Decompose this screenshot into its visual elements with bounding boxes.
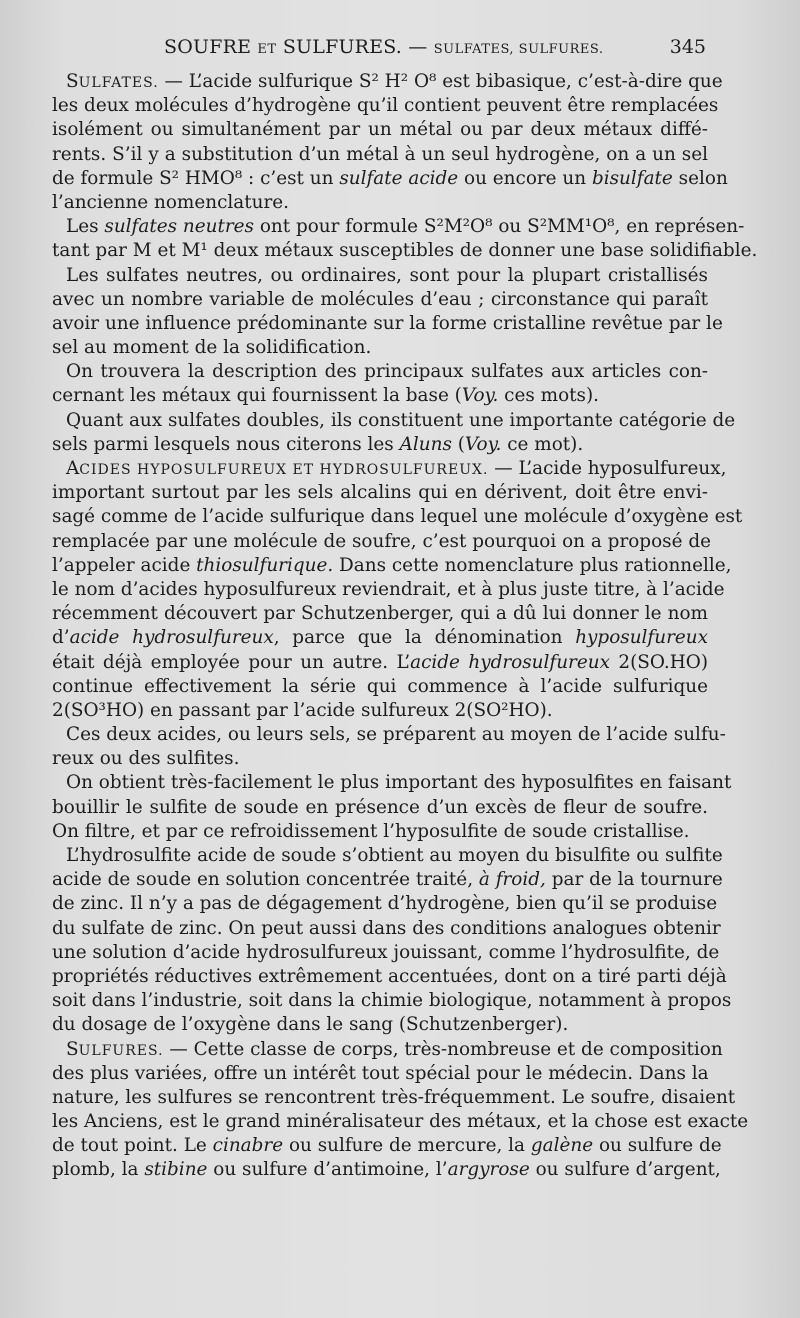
text-line xyxy=(52,796,708,820)
text-run: récemment découvert par Schutzenberger, qui a dû lui donner le nom xyxy=(52,603,708,625)
italic-text: cinabre xyxy=(212,1135,284,1157)
italic-text: galène xyxy=(530,1135,594,1157)
text-run: des plus variées, offre un intérêt tout spécial pour le médecin. Dans la xyxy=(52,1062,709,1084)
text-run: propriétés réductives extrêmement accentuées, dont on a tiré parti déjà xyxy=(52,965,727,987)
text-run: remplacée par une molécule de soufre, c’est pourquoi on a proposé de xyxy=(52,530,711,552)
text-run: par de la tournure xyxy=(545,869,723,891)
italic-text: argyrose xyxy=(447,1159,530,1181)
text-line xyxy=(52,505,743,529)
text-run: ont pour formule S²M²O⁸ ou S²MM¹O⁸, en représen- xyxy=(253,216,745,238)
text-run: bouillir le sulfite de soude en présence d’un excès de fleur de soufre. xyxy=(52,796,708,818)
text-run: selon xyxy=(672,167,728,189)
title-rest: SULFURES. — xyxy=(282,36,428,58)
text-run: une solution d’acide hydrosulfureux jouissant, comme l’hydrosulfite, de xyxy=(52,941,720,963)
text-run: l’appeler acide xyxy=(52,554,197,576)
text-run: 2(SO³HO) en passant par l’acide sulfureux 2(SO²HO). xyxy=(52,699,553,721)
text-run: les Anciens, est le grand minéralisateur des métaux, et la chose est exacte xyxy=(52,1111,749,1133)
title-sub: SULFATES, SULFURES. xyxy=(433,42,604,57)
text-line xyxy=(52,481,708,505)
text-run: On trouvera la description des principaux sulfates aux articles con- xyxy=(66,361,708,383)
italic-text: Aluns xyxy=(399,433,452,455)
text-run: Quant aux sulfates doubles, ils constituent une importante catégorie de xyxy=(66,409,736,431)
italic-text: sulfate acide xyxy=(339,167,459,189)
text-line xyxy=(52,312,723,336)
text-run: ou sulfure de xyxy=(593,1135,722,1157)
text-line xyxy=(52,917,721,941)
text-run: — Cette classe de corps, très-nombreuse et de composition xyxy=(163,1038,723,1060)
text-line xyxy=(52,820,708,844)
text-line xyxy=(52,1134,722,1158)
italic-text: stibine xyxy=(144,1159,208,1181)
text-run: l’ancienne nomenclature. xyxy=(52,191,290,213)
small-caps-heading: ULFURES. xyxy=(78,1042,164,1059)
text-run: était déjà employée pour un autre. L’ xyxy=(52,651,411,673)
running-header xyxy=(52,36,706,70)
text-line xyxy=(52,1062,708,1086)
text-run: du dosage de l’oxygène dans le sang (Schutzenberger). xyxy=(52,1014,569,1036)
text-run: soit dans l’industrie, soit dans la chimie biologique, notamment à propos xyxy=(52,990,732,1012)
text-run: important surtout par les sels alcalins qui en dérivent, doit être envi- xyxy=(52,482,708,504)
heading-initial: S xyxy=(66,1038,79,1060)
text-run: le nom d’acides hyposulfureux reviendrait, et à plus juste titre, à l’acide xyxy=(52,578,725,600)
text-run: — L’acide sulfurique S² H² O⁸ est bibasique, c’est-à-dire que xyxy=(158,71,723,92)
text-run: On filtre, et par ce refroidissement l’hyposulfite de soude cristallise. xyxy=(52,820,690,842)
text-run: ou sulfure de mercure, la xyxy=(283,1135,531,1157)
text-line xyxy=(52,699,708,723)
text-run: cernant les métaux qui fournissent la base ( xyxy=(52,385,462,407)
text-line xyxy=(52,868,723,892)
text-line xyxy=(52,965,727,989)
text-run: L’hydrosulfite acide de soude s’obtient au moyen du bisulfite ou sulfite xyxy=(66,845,723,866)
running-title xyxy=(164,36,604,58)
text-line xyxy=(52,771,732,795)
italic-text: hyposulfureux xyxy=(575,627,708,649)
text-run: ou sulfure d’argent, xyxy=(529,1159,721,1181)
text-line xyxy=(52,70,723,94)
text-run: de formule S² HMO⁸ : c’est un xyxy=(52,167,340,189)
italic-text: sulfates neutres xyxy=(104,216,254,238)
italic-text: Voy. xyxy=(464,433,502,455)
small-caps-heading: CIDES HYPOSULFUREUX ET HYDROSULFUREUX. xyxy=(79,462,489,478)
text-line xyxy=(52,578,725,602)
text-line xyxy=(52,1158,721,1182)
text-run: sel au moment de la solidification. xyxy=(52,337,372,359)
text-line xyxy=(52,94,719,118)
text-run: sagé comme de l’acide sulfurique dans lequel une molécule d’oxygène est xyxy=(52,506,743,528)
text-line xyxy=(52,457,727,481)
text-line xyxy=(52,433,708,457)
text-run: ces mots). xyxy=(498,385,600,407)
text-run: acide de soude en solution concentrée traité, xyxy=(52,869,479,891)
text-run: Ces deux acides, ou leurs sels, se préparent au moyen de l’acide sulfu- xyxy=(66,724,726,746)
text-line xyxy=(52,191,708,215)
small-caps-heading: ULFATES. xyxy=(78,75,159,91)
text-run: ( xyxy=(451,433,465,455)
italic-text: à froid, xyxy=(478,869,546,891)
text-run: continue effectivement la série qui commence à l’acide sulfurique xyxy=(52,675,708,697)
title-main: SOUFRE xyxy=(164,36,252,58)
text-line xyxy=(52,118,708,142)
text-line xyxy=(52,530,711,554)
text-run: , parce que la dénomination xyxy=(273,627,576,649)
text-run: de tout point. Le xyxy=(52,1135,213,1157)
text-line xyxy=(52,602,708,626)
page-number: 345 xyxy=(669,36,706,58)
text-line xyxy=(52,143,708,167)
text-line xyxy=(52,892,718,916)
text-line xyxy=(52,215,745,239)
text-run: — L’acide hyposulfureux, xyxy=(488,458,727,479)
text-run: ou sulfure d’antimoine, l’ xyxy=(207,1159,448,1181)
text-line xyxy=(52,675,708,699)
text-run: les deux molécules d’hydrogène qu’il contient peuvent être remplacées xyxy=(52,95,719,117)
text-run: avec un nombre variable de molécules d’eau ; circonstance qui paraît xyxy=(52,288,708,310)
text-line xyxy=(52,288,708,312)
text-line xyxy=(52,167,728,191)
text-line xyxy=(52,336,708,360)
text-line xyxy=(52,723,726,747)
italic-text: bisulfate xyxy=(591,167,673,189)
text-line xyxy=(52,651,708,675)
text-run: sels parmi lesquels nous citerons les xyxy=(52,433,400,455)
heading-initial: A xyxy=(66,458,80,479)
text-run: isolément ou simultanément par un métal ou par deux métaux diffé- xyxy=(52,119,708,141)
italic-text: Voy. xyxy=(461,385,499,407)
text-run: du sulfate de zinc. On peut aussi dans des conditions analogues obtenir xyxy=(52,917,721,939)
text-line xyxy=(52,989,732,1013)
text-line xyxy=(52,360,708,384)
text-run: Les xyxy=(66,216,105,238)
text-run: Les sulfates neutres, ou ordinaires, sont pour la plupart cristallisés xyxy=(66,264,708,286)
text-run: 2(SO.HO) xyxy=(609,651,708,673)
text-run: ce mot). xyxy=(501,433,584,455)
text-run: rents. S’il y a substitution d’un métal à un seul hydrogène, on a un sel xyxy=(52,143,708,165)
title-et: ET xyxy=(257,42,277,57)
text-line xyxy=(52,1038,723,1062)
text-run: plomb, la xyxy=(52,1159,145,1181)
text-line xyxy=(52,1013,708,1037)
text-line xyxy=(52,844,723,868)
text-run: ou encore un xyxy=(458,167,592,189)
text-line xyxy=(52,1086,736,1110)
text-line xyxy=(52,941,720,965)
body-text xyxy=(52,70,758,1183)
text-line xyxy=(52,239,758,263)
text-line xyxy=(52,384,708,408)
text-run: d’ xyxy=(52,627,70,649)
text-run: avoir une influence prédominante sur la forme cristalline revêtue par le xyxy=(52,312,723,334)
text-run: nature, les sulfures se rencontrent très-fréquemment. Le soufre, disaient xyxy=(52,1086,736,1108)
italic-text: acide hydrosulfureux xyxy=(410,651,610,673)
italic-text: acide hydrosulfureux xyxy=(69,627,274,649)
text-run: de zinc. Il n’y a pas de dégagement d’hydrogène, bien qu’il se produise xyxy=(52,893,718,915)
text-line xyxy=(52,554,732,578)
text-line xyxy=(52,409,736,433)
heading-initial: S xyxy=(66,71,79,92)
text-line xyxy=(52,1110,749,1134)
text-line xyxy=(52,626,708,650)
text-run: Dans cette nomenclature plus rationnelle, xyxy=(333,554,732,576)
text-run: On obtient très-facilement le plus important des hyposulfites en faisant xyxy=(66,772,732,794)
text-run: reux ou des sulfites. xyxy=(52,748,240,770)
text-run: tant par M et M¹ deux métaux susceptibles de donner une base solidifiable. xyxy=(52,240,758,262)
text-line xyxy=(52,264,708,288)
text-line xyxy=(52,747,708,771)
italic-text: thiosulfurique. xyxy=(196,554,334,576)
